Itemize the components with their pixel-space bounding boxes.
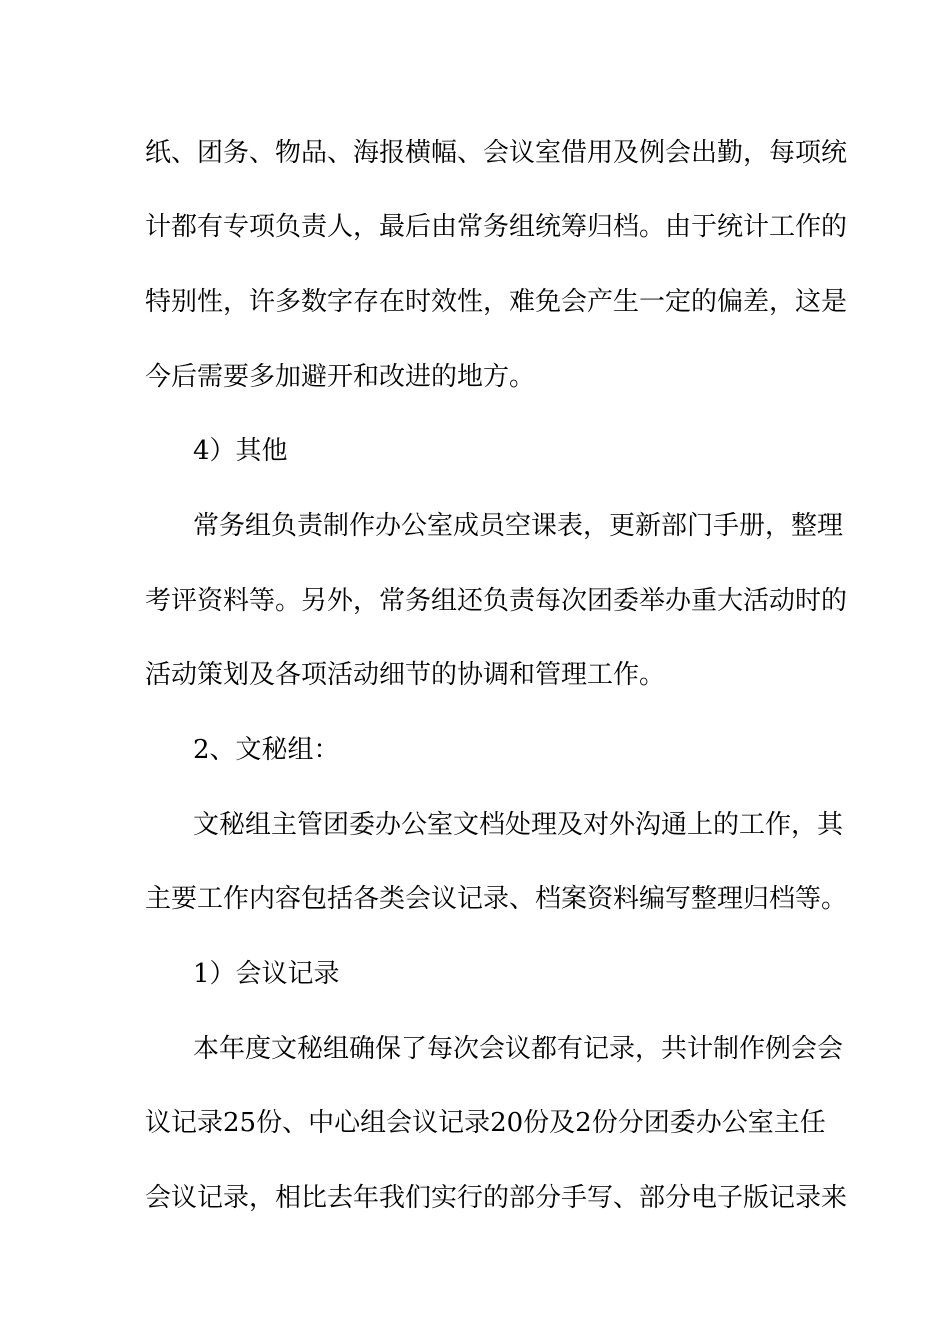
paragraph-line: 文秘组主管团委办公室文档处理及对外沟通上的工作，其: [193, 810, 844, 840]
paragraph-line: 考评资料等。另外，常务组还负责每次团委举办重大活动时的: [145, 586, 848, 616]
section-heading: 1）会议记录: [193, 959, 340, 989]
section-heading: 2、文秘组：: [193, 735, 340, 765]
paragraph-line: 主要工作内容包括各类会议记录、档案资料编写整理归档等。: [145, 884, 848, 914]
paragraph-line: 议记录25份、中心组会议记录20份及2份分团委办公室主任: [145, 1108, 826, 1138]
paragraph-line: 常务组负责制作办公室成员空课表，更新部门手册，整理: [193, 511, 844, 541]
paragraph-line: 本年度文秘组确保了每次会议都有记录，共计制作例会会: [193, 1034, 844, 1064]
paragraph-line: 活动策划及各项活动细节的协调和管理工作。: [145, 660, 666, 690]
section-heading: 4）其他: [193, 436, 288, 466]
paragraph-line: 今后需要多加避开和改进的地方。: [145, 362, 536, 392]
paragraph-line: 纸、团务、物品、海报横幅、会议室借用及例会出勤，每项统: [145, 138, 848, 168]
paragraph-line: 会议记录，相比去年我们实行的部分手写、部分电子版记录来: [145, 1183, 848, 1213]
paragraph-line: 特别性，许多数字存在时效性，难免会产生一定的偏差，这是: [145, 287, 848, 317]
paragraph-line: 计都有专项负责人，最后由常务组统筹归档。由于统计工作的: [145, 212, 848, 242]
